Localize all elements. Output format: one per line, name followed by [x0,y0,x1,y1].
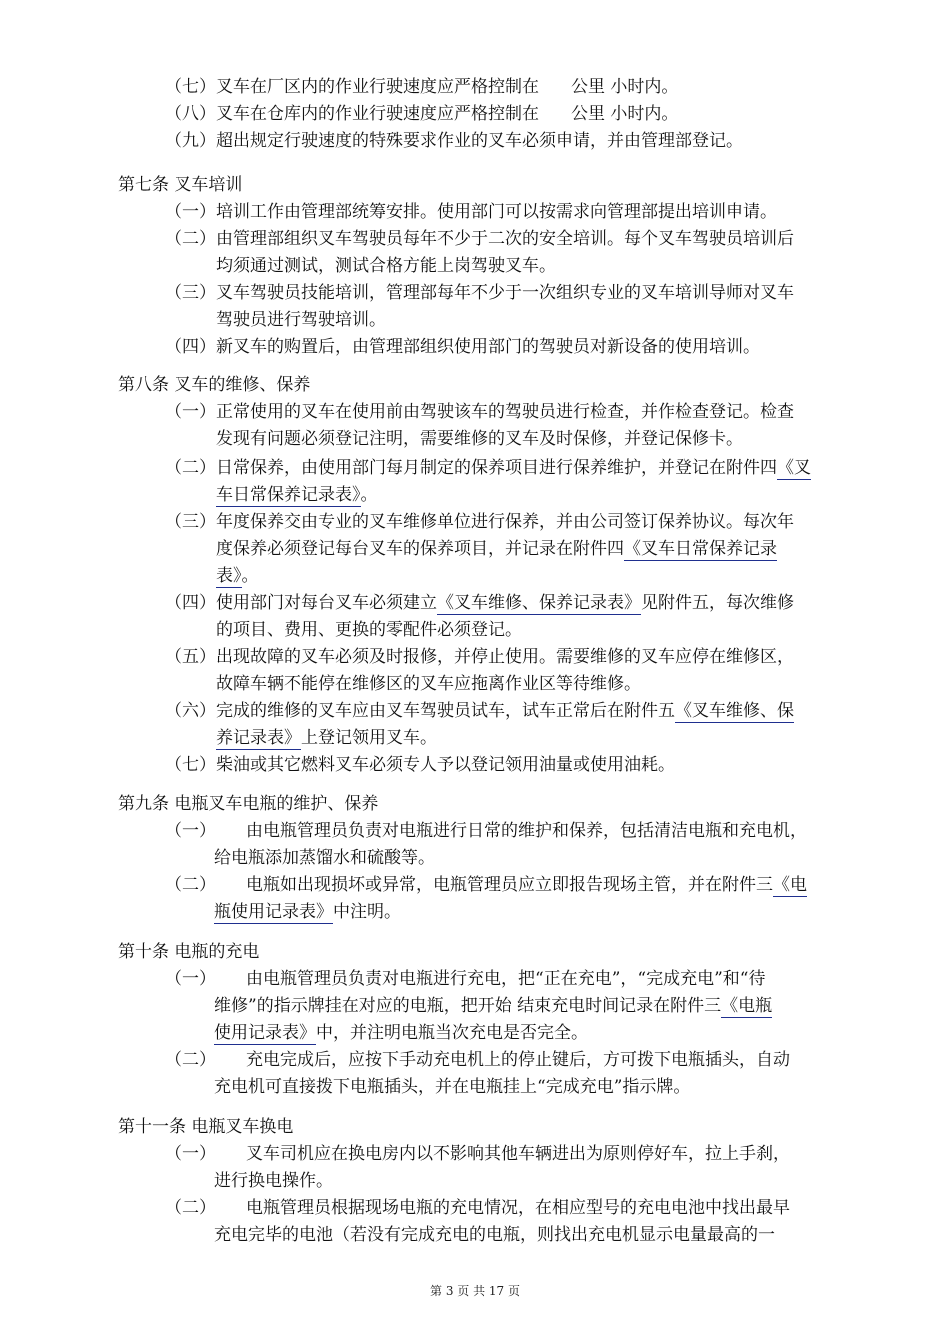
item-text: 的项目、费用、更换的零配件必须登记。 [216,620,522,640]
item-text: 叉车司机应在换电房内以不影响其他车辆进出为原则停好车，拉上手刹， [246,1144,790,1164]
item-text: 充电完成后，应按下手动充电机上的停止键后，方可拨下电瓶插头，自动 [246,1050,790,1070]
item-text: 正常使用的叉车在使用前由驾驶该车的驾驶员进行检查，并作检查登记。检查 [216,402,794,422]
item-number: （七） [165,77,216,97]
item-number: （七） [165,755,216,775]
appendix-link[interactable]: 瓶使用记录表》 [214,902,333,922]
page-footer: 第 3 页 共 17 页 [430,1284,520,1298]
item-text: 瓶使用记录表》中注明。 [214,902,401,922]
item-text: 新叉车的购置后，由管理部组织使用部门的驾驶员对新设备的使用培训。 [216,337,760,357]
section-heading: 第十一条 电瓶叉车换电 [118,1117,294,1137]
appendix-link[interactable]: 《叉 [777,458,811,478]
appendix-link[interactable]: 《电 [773,875,807,895]
item-text: 发现有问题必须登记注明，需要维修的叉车及时保修，并登记保修卡。 [216,429,743,449]
item-text: 培训工作由管理部统筹安排。使用部门可以按需求向管理部提出培训申请。 [216,202,777,222]
section-heading: 第十条 电瓶的充电 [118,942,260,962]
appendix-link[interactable]: 《叉车维修、保 [675,701,794,721]
section-heading: 第八条 叉车的维修、保养 [118,375,311,395]
item-number: （一） [165,969,216,989]
section-heading: 第七条 叉车培训 [118,175,243,195]
appendix-link[interactable]: 《叉车日常保养记录 [624,539,777,559]
item-number: （三） [165,512,216,532]
item-number: （三） [165,283,216,303]
appendix-link[interactable]: 《电瓶 [721,996,773,1016]
item-number: （二） [165,458,216,478]
item-text: 超出规定行驶速度的特殊要求作业的叉车必须申请，并由管理部登记。 [216,131,743,151]
item-text: 维修”的指示牌挂在对应的电瓶，把开始 结束充电时间记录在附件三《电瓶 [214,996,773,1016]
item-text: 使用记录表》中，并注明电瓶当次充电是否完全。 [214,1023,588,1043]
item-text: 使用部门对每台叉车必须建立《叉车维修、保养记录表》见附件五，每次维修 [216,593,794,613]
appendix-link[interactable]: 车日常保养记录表》 [216,485,361,505]
item-text: 叉车驾驶员技能培训，管理部每年不少于一次组织专业的叉车培训导师对叉车 [216,283,794,303]
item-number: （二） [165,229,216,249]
item-text: 完成的维修的叉车应由叉车驾驶员试车，试车正常后在附件五《叉车维修、保 [216,701,794,721]
item-text: 度保养必须登记每台叉车的保养项目，并记录在附件四《叉车日常保养记录 [216,539,777,559]
item-number: （一） [165,202,216,222]
item-text: 柴油或其它燃料叉车必须专人予以登记领用油量或使用油耗。 [216,755,675,775]
item-text: 电瓶如出现损坏或异常，电瓶管理员应立即报告现场主管，并在附件三《电 [246,875,807,895]
item-number: （二） [165,1050,216,1070]
item-text: 叉车在仓库内的作业行驶速度应严格控制在 公里 小时内。 [216,104,679,124]
item-text: 日常保养，由使用部门每月制定的保养项目进行保养维护，并登记在附件四《叉 [216,458,811,478]
item-number: （四） [165,593,216,613]
item-text: 车日常保养记录表》。 [216,485,378,505]
appendix-link[interactable]: 表》 [216,566,242,586]
section-heading: 第九条 电瓶叉车电瓶的维护、保养 [118,794,379,814]
item-text: 叉车在厂区内的作业行驶速度应严格控制在 公里 小时内。 [216,77,679,97]
item-number: （九） [165,131,216,151]
item-text: 由电瓶管理员负责对电瓶进行日常的维护和保养，包括清洁电瓶和充电机， [246,821,807,841]
item-text: 进行换电操作。 [214,1171,333,1191]
appendix-link[interactable]: 使用记录表》 [214,1023,316,1043]
item-number: （一） [165,821,216,841]
appendix-link[interactable]: 《叉车维修、保养记录表》 [437,593,641,613]
item-number: （八） [165,104,216,124]
item-text: 给电瓶添加蒸馏水和硫酸等。 [214,848,435,868]
item-text: 出现故障的叉车必须及时报修，并停止使用。需要维修的叉车应停在维修区， [216,647,794,667]
item-number: （六） [165,701,216,721]
item-text: 年度保养交由专业的叉车维修单位进行保养，并由公司签订保养协议。每次年 [216,512,794,532]
item-number: （二） [165,1198,216,1218]
item-text: 养记录表》上登记领用叉车。 [216,728,437,748]
item-text: 故障车辆不能停在维修区的叉车应拖离作业区等待维修。 [216,674,641,694]
item-text: 均须通过测试，测试合格方能上岗驾驶叉车。 [216,256,556,276]
item-text: 充电机可直接拨下电瓶插头，并在电瓶挂上“完成充电”指示牌。 [214,1077,691,1097]
item-number: （一） [165,402,216,422]
item-number: （四） [165,337,216,357]
item-text: 电瓶管理员根据现场电瓶的充电情况，在相应型号的充电电池中找出最早 [246,1198,790,1218]
item-text: 驾驶员进行驾驶培训。 [216,310,386,330]
item-number: （二） [165,875,216,895]
item-number: （五） [165,647,216,667]
item-text: 表》。 [216,566,259,586]
item-text: 由管理部组织叉车驾驶员每年不少于二次的安全培训。每个叉车驾驶员培训后 [216,229,794,249]
item-text: 由电瓶管理员负责对电瓶进行充电，把“正在充电”，“完成充电”和“待 [246,969,766,989]
appendix-link[interactable]: 养记录表》 [216,728,301,748]
item-number: （一） [165,1144,216,1164]
item-text: 充电完毕的电池（若没有完成充电的电瓶，则找出充电机显示电量最高的一 [214,1225,775,1245]
